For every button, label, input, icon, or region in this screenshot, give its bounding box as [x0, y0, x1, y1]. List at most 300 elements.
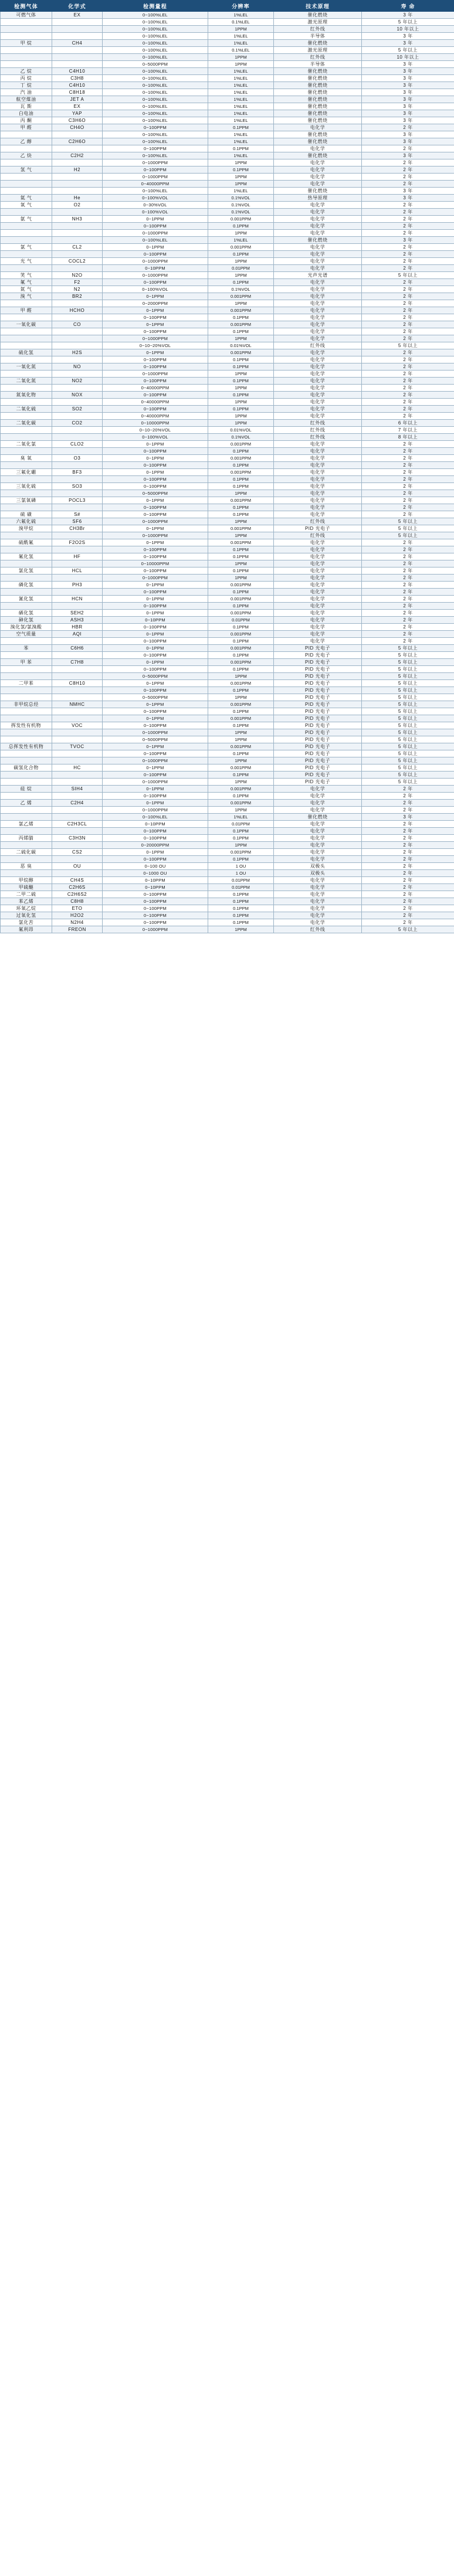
- table-body: [1, 12, 454, 933]
- cell-resolution: 0.001PPM: [208, 349, 274, 356]
- cell-gas-name: 硫酰氟: [1, 539, 52, 546]
- table-row: [1, 582, 454, 589]
- cell-gas-name: 非甲烷总烃: [1, 701, 52, 708]
- cell-technology: 双极头: [274, 863, 362, 870]
- table-row: [1, 202, 454, 209]
- cell-resolution: 0.001PPM: [208, 743, 274, 750]
- cell-resolution: 1PPM: [208, 61, 274, 68]
- cell-gas-name: 恶 臭: [1, 863, 52, 870]
- cell-technology: 电化学: [274, 469, 362, 476]
- cell-chemical-formula: [52, 575, 103, 582]
- table-row: [1, 413, 454, 420]
- cell-chemical-formula: [52, 131, 103, 138]
- cell-technology: 电化学: [274, 842, 362, 849]
- cell-detection-range: 0~1PPM: [103, 800, 208, 807]
- cell-resolution: 0.1PPM: [208, 314, 274, 321]
- cell-technology: 红外线: [274, 926, 362, 933]
- cell-lifetime: 2 年: [362, 877, 454, 884]
- table-row: [1, 103, 454, 110]
- cell-gas-name: [1, 694, 52, 701]
- table-row: [1, 363, 454, 371]
- cell-technology: 电化学: [274, 511, 362, 518]
- cell-detection-range: 0~5000PPM: [103, 61, 208, 68]
- cell-chemical-formula: [52, 385, 103, 392]
- cell-resolution: 1%LEL: [208, 138, 274, 145]
- cell-chemical-formula: C3H8: [52, 75, 103, 82]
- cell-gas-name: 磷化氢: [1, 582, 52, 589]
- cell-lifetime: 5 年以上: [362, 19, 454, 26]
- cell-detection-range: 0~100PPM: [103, 772, 208, 779]
- cell-gas-name: [1, 145, 52, 152]
- cell-detection-range: 0~1PPM: [103, 307, 208, 314]
- cell-technology: 电化学: [274, 490, 362, 497]
- cell-detection-range: 0~100%LEL: [103, 89, 208, 96]
- table-row: [1, 828, 454, 835]
- cell-technology: 电化学: [274, 251, 362, 258]
- cell-gas-name: 二氧化氯: [1, 441, 52, 448]
- cell-gas-name: 总挥发性有机物: [1, 743, 52, 750]
- cell-lifetime: 2 年: [362, 392, 454, 399]
- cell-detection-range: 0~5000PPM: [103, 673, 208, 680]
- cell-detection-range: 0~100%LEL: [103, 188, 208, 195]
- cell-resolution: 0.1PPM: [208, 793, 274, 800]
- cell-gas-name: 氢 气: [1, 166, 52, 174]
- table-row: [1, 124, 454, 131]
- cell-technology: 电化学: [274, 553, 362, 560]
- cell-technology: 电化学: [274, 786, 362, 793]
- cell-lifetime: 2 年: [362, 314, 454, 321]
- cell-resolution: 1PPM: [208, 757, 274, 764]
- cell-gas-name: [1, 448, 52, 455]
- cell-resolution: 0.001PPM: [208, 497, 274, 504]
- cell-technology: 电化学: [274, 300, 362, 307]
- cell-lifetime: 2 年: [362, 307, 454, 314]
- cell-gas-name: [1, 779, 52, 786]
- table-row: [1, 652, 454, 659]
- cell-gas-name: [1, 413, 52, 420]
- cell-detection-range: 0~100PPM: [103, 476, 208, 483]
- cell-lifetime: 2 年: [362, 560, 454, 567]
- cell-lifetime: 2 年: [362, 244, 454, 251]
- cell-resolution: 0.1PPM: [208, 251, 274, 258]
- table-row: [1, 701, 454, 708]
- cell-detection-range: 0~100PPM: [103, 708, 208, 715]
- cell-chemical-formula: BR2: [52, 293, 103, 300]
- cell-detection-range: 0~1000PPM: [103, 729, 208, 736]
- cell-detection-range: 0~100%VOL: [103, 209, 208, 216]
- cell-technology: 电化学: [274, 504, 362, 511]
- cell-technology: 电化学: [274, 307, 362, 314]
- cell-detection-range: 0~100PPM: [103, 687, 208, 694]
- cell-gas-name: [1, 385, 52, 392]
- cell-detection-range: 0~20000PPM: [103, 842, 208, 849]
- cell-detection-range: 0~100%LEL: [103, 82, 208, 89]
- cell-chemical-formula: CS2: [52, 849, 103, 856]
- cell-gas-name: 氨 气: [1, 216, 52, 223]
- cell-chemical-formula: VOC: [52, 722, 103, 729]
- cell-resolution: 0.1PPM: [208, 356, 274, 363]
- cell-detection-range: 0~1PPM: [103, 321, 208, 328]
- cell-technology: 电化学: [274, 145, 362, 152]
- cell-resolution: 0.1PPM: [208, 750, 274, 757]
- cell-detection-range: 0~1000PPM: [103, 258, 208, 265]
- cell-lifetime: 2 年: [362, 828, 454, 835]
- cell-technology: PID 光电子: [274, 772, 362, 779]
- cell-chemical-formula: [52, 666, 103, 673]
- cell-chemical-formula: BF3: [52, 469, 103, 476]
- cell-technology: 电化学: [274, 279, 362, 286]
- cell-gas-name: 二硫化碳: [1, 849, 52, 856]
- cell-gas-name: 白电油: [1, 110, 52, 117]
- cell-lifetime: 2 年: [362, 842, 454, 849]
- cell-resolution: 1PPM: [208, 807, 274, 814]
- table-row: [1, 342, 454, 349]
- cell-gas-name: 溴甲烷: [1, 525, 52, 532]
- cell-detection-range: 0~100PPM: [103, 793, 208, 800]
- cell-resolution: 1PPM: [208, 842, 274, 849]
- header-technology: 技术原理: [274, 1, 362, 12]
- table-row: [1, 138, 454, 145]
- table-row: [1, 856, 454, 863]
- table-row: [1, 842, 454, 849]
- cell-detection-range: 0~100PPM: [103, 750, 208, 757]
- cell-chemical-formula: CH4S: [52, 877, 103, 884]
- cell-technology: 电化学: [274, 560, 362, 567]
- cell-gas-name: 氯化氢: [1, 567, 52, 575]
- cell-resolution: 0.01PPM: [208, 884, 274, 891]
- cell-resolution: 0.1PPM: [208, 567, 274, 575]
- cell-lifetime: 5 年以上: [362, 272, 454, 279]
- cell-resolution: 0.1PPM: [208, 553, 274, 560]
- cell-detection-range: 0~100PPM: [103, 898, 208, 905]
- cell-resolution: 1%LEL: [208, 40, 274, 47]
- cell-lifetime: 3 年: [362, 138, 454, 145]
- cell-lifetime: 2 年: [362, 863, 454, 870]
- cell-detection-range: 0~10PPM: [103, 617, 208, 624]
- table-row: [1, 314, 454, 321]
- cell-resolution: 1 OU: [208, 870, 274, 877]
- cell-detection-range: 0~1000 OU: [103, 870, 208, 877]
- cell-detection-range: 0~10PPM: [103, 877, 208, 884]
- cell-technology: 电化学: [274, 596, 362, 603]
- cell-detection-range: 0~1000PPM: [103, 575, 208, 582]
- table-row: [1, 427, 454, 434]
- table-row: [1, 321, 454, 328]
- cell-resolution: 0.1PPM: [208, 603, 274, 610]
- cell-lifetime: 2 年: [362, 363, 454, 371]
- table-row: [1, 553, 454, 560]
- cell-gas-name: [1, 715, 52, 722]
- cell-resolution: 0.1PPM: [208, 328, 274, 335]
- cell-technology: 激光原理: [274, 19, 362, 26]
- cell-resolution: 1%LEL: [208, 89, 274, 96]
- cell-gas-name: 氯乙烯: [1, 821, 52, 828]
- cell-lifetime: 2 年: [362, 800, 454, 807]
- cell-chemical-formula: TVOC: [52, 743, 103, 750]
- cell-gas-name: [1, 335, 52, 342]
- cell-technology: 电化学: [274, 877, 362, 884]
- cell-gas-name: 氮 气: [1, 286, 52, 293]
- cell-resolution: 0.01PPM: [208, 265, 274, 272]
- cell-detection-range: 0~1000PPM: [103, 532, 208, 539]
- cell-technology: PID 光电子: [274, 722, 362, 729]
- table-row: [1, 356, 454, 363]
- cell-chemical-formula: SF6: [52, 518, 103, 525]
- cell-resolution: 0.1%LEL: [208, 19, 274, 26]
- cell-resolution: 0.1%VOL: [208, 195, 274, 202]
- table-row: [1, 300, 454, 307]
- cell-lifetime: 2 年: [362, 849, 454, 856]
- cell-detection-range: 0~100%LEL: [103, 12, 208, 19]
- cell-resolution: 0.001PPM: [208, 786, 274, 793]
- cell-detection-range: 0~100%LEL: [103, 33, 208, 40]
- cell-technology: 电化学: [274, 497, 362, 504]
- cell-chemical-formula: AQI: [52, 631, 103, 638]
- cell-gas-name: 三氯氧磷: [1, 497, 52, 504]
- cell-technology: 电化学: [274, 356, 362, 363]
- table-row: [1, 821, 454, 828]
- cell-lifetime: 5 年以上: [362, 701, 454, 708]
- table-row: [1, 244, 454, 251]
- table-row: [1, 793, 454, 800]
- cell-technology: 电化学: [274, 223, 362, 230]
- cell-resolution: 1PPM: [208, 413, 274, 420]
- cell-gas-name: 可燃气体: [1, 12, 52, 19]
- cell-detection-range: 0~100PPM: [103, 912, 208, 919]
- table-row: [1, 863, 454, 870]
- cell-gas-name: 乙 烯: [1, 800, 52, 807]
- cell-chemical-formula: YAP: [52, 110, 103, 117]
- cell-gas-name: 甲 苯: [1, 659, 52, 666]
- cell-lifetime: 2 年: [362, 546, 454, 553]
- cell-detection-range: 0~1000PPM: [103, 757, 208, 764]
- table-row: [1, 47, 454, 54]
- cell-resolution: 0.1PPM: [208, 898, 274, 905]
- table-row: [1, 631, 454, 638]
- cell-chemical-formula: [52, 504, 103, 511]
- cell-resolution: 1%LEL: [208, 82, 274, 89]
- cell-chemical-formula: CO: [52, 321, 103, 328]
- cell-technology: PID 光电子: [274, 750, 362, 757]
- cell-lifetime: 2 年: [362, 793, 454, 800]
- table-row: [1, 757, 454, 764]
- cell-detection-range: 0~100PPM: [103, 856, 208, 863]
- cell-lifetime: 2 年: [362, 631, 454, 638]
- cell-technology: 双极头: [274, 870, 362, 877]
- cell-gas-name: 笑 气: [1, 272, 52, 279]
- cell-lifetime: 3 年: [362, 75, 454, 82]
- cell-lifetime: 5 年以上: [362, 666, 454, 673]
- cell-lifetime: 2 年: [362, 511, 454, 518]
- table-row: [1, 455, 454, 462]
- cell-resolution: 1%LEL: [208, 131, 274, 138]
- cell-gas-name: 砷化氢: [1, 617, 52, 624]
- cell-detection-range: 0~1PPM: [103, 645, 208, 652]
- cell-lifetime: 5 年以上: [362, 729, 454, 736]
- table-row: [1, 603, 454, 610]
- table-row: [1, 40, 454, 47]
- cell-resolution: 1%LEL: [208, 152, 274, 159]
- cell-technology: 催化燃烧: [274, 12, 362, 19]
- cell-detection-range: 0~10~20%VOL: [103, 427, 208, 434]
- cell-technology: 电化学: [274, 546, 362, 553]
- cell-technology: 电化学: [274, 399, 362, 406]
- cell-detection-range: 0~40000PPM: [103, 413, 208, 420]
- cell-detection-range: 0~1PPM: [103, 469, 208, 476]
- cell-lifetime: 2 年: [362, 807, 454, 814]
- cell-lifetime: 2 年: [362, 145, 454, 152]
- cell-gas-name: [1, 856, 52, 863]
- cell-chemical-formula: [52, 265, 103, 272]
- cell-gas-name: [1, 736, 52, 743]
- cell-chemical-formula: HC: [52, 764, 103, 772]
- cell-lifetime: 3 年: [362, 96, 454, 103]
- cell-resolution: 1PPM: [208, 54, 274, 61]
- cell-chemical-formula: [52, 779, 103, 786]
- cell-lifetime: 5 年以上: [362, 779, 454, 786]
- cell-technology: PID 光电子: [274, 736, 362, 743]
- cell-chemical-formula: [52, 828, 103, 835]
- cell-resolution: 0.1PPM: [208, 223, 274, 230]
- cell-lifetime: 2 年: [362, 504, 454, 511]
- table-row: [1, 209, 454, 216]
- cell-technology: 电化学: [274, 314, 362, 321]
- table-row: [1, 764, 454, 772]
- cell-detection-range: 0~10PPM: [103, 265, 208, 272]
- cell-technology: 电化学: [274, 230, 362, 237]
- cell-detection-range: 0~100PPM: [103, 462, 208, 469]
- table-row: [1, 511, 454, 518]
- gas-detection-spec-sheet: [0, 0, 454, 933]
- cell-lifetime: 2 年: [362, 335, 454, 342]
- cell-resolution: 1%LEL: [208, 188, 274, 195]
- table-row: [1, 645, 454, 652]
- cell-lifetime: 2 年: [362, 870, 454, 877]
- cell-detection-range: 0~10PPM: [103, 884, 208, 891]
- cell-technology: 红外线: [274, 518, 362, 525]
- cell-chemical-formula: H2O2: [52, 912, 103, 919]
- cell-resolution: 0.1PPM: [208, 919, 274, 926]
- cell-chemical-formula: [52, 26, 103, 33]
- table-row: [1, 539, 454, 546]
- cell-detection-range: 0~100%VOL: [103, 434, 208, 441]
- cell-resolution: 1PPM: [208, 779, 274, 786]
- cell-gas-name: [1, 251, 52, 258]
- cell-lifetime: 5 年以上: [362, 659, 454, 666]
- cell-technology: 催化燃烧: [274, 814, 362, 821]
- cell-technology: 催化燃烧: [274, 131, 362, 138]
- cell-resolution: 0.001PPM: [208, 539, 274, 546]
- table-row: [1, 33, 454, 40]
- cell-lifetime: 2 年: [362, 575, 454, 582]
- cell-detection-range: 0~100%LEL: [103, 110, 208, 117]
- cell-detection-range: 0~100PPM: [103, 567, 208, 575]
- cell-resolution: 1PPM: [208, 518, 274, 525]
- cell-chemical-formula: [52, 434, 103, 441]
- table-row: [1, 441, 454, 448]
- cell-gas-name: 氟利昂: [1, 926, 52, 933]
- cell-gas-name: 汽 油: [1, 89, 52, 96]
- table-row: [1, 687, 454, 694]
- table-row: [1, 117, 454, 124]
- cell-detection-range: 0~100PPM: [103, 511, 208, 518]
- cell-detection-range: 0~1000PPM: [103, 518, 208, 525]
- cell-chemical-formula: EX: [52, 12, 103, 19]
- cell-lifetime: 2 年: [362, 265, 454, 272]
- cell-technology: 催化燃烧: [274, 237, 362, 244]
- cell-resolution: 0.1%VOL: [208, 286, 274, 293]
- cell-gas-name: [1, 772, 52, 779]
- cell-chemical-formula: NO2: [52, 378, 103, 385]
- cell-technology: 激光原理: [274, 47, 362, 54]
- cell-technology: 光声光谱: [274, 272, 362, 279]
- cell-technology: 电化学: [274, 617, 362, 624]
- cell-gas-name: [1, 300, 52, 307]
- cell-technology: PID 光电子: [274, 652, 362, 659]
- cell-gas-name: [1, 434, 52, 441]
- cell-resolution: 0.1PPM: [208, 912, 274, 919]
- table-row: [1, 131, 454, 138]
- table-row: [1, 722, 454, 729]
- cell-chemical-formula: [52, 427, 103, 434]
- cell-resolution: 0.001PPM: [208, 469, 274, 476]
- cell-resolution: 0.1PPM: [208, 279, 274, 286]
- table-header: [1, 1, 454, 12]
- cell-chemical-formula: [52, 652, 103, 659]
- table-row: [1, 378, 454, 385]
- table-row: [1, 399, 454, 406]
- cell-chemical-formula: [52, 638, 103, 645]
- cell-gas-name: 溴 气: [1, 293, 52, 300]
- cell-chemical-formula: [52, 174, 103, 181]
- cell-chemical-formula: SO3: [52, 483, 103, 490]
- cell-lifetime: 3 年: [362, 40, 454, 47]
- cell-chemical-formula: [52, 708, 103, 715]
- cell-chemical-formula: NOX: [52, 392, 103, 399]
- cell-chemical-formula: SIH4: [52, 786, 103, 793]
- cell-detection-range: 0~1000PPM: [103, 230, 208, 237]
- cell-gas-name: 硅 烷: [1, 786, 52, 793]
- cell-technology: 电化学: [274, 413, 362, 420]
- cell-chemical-formula: NO: [52, 363, 103, 371]
- cell-detection-range: 0~1PPM: [103, 441, 208, 448]
- cell-resolution: 1%LEL: [208, 75, 274, 82]
- cell-chemical-formula: [52, 335, 103, 342]
- cell-lifetime: 5 年以上: [362, 764, 454, 772]
- cell-gas-name: 臭 氧: [1, 455, 52, 462]
- cell-resolution: 0.001PPM: [208, 244, 274, 251]
- cell-gas-name: [1, 560, 52, 567]
- cell-lifetime: 5 年以上: [362, 645, 454, 652]
- cell-lifetime: 3 年: [362, 110, 454, 117]
- cell-detection-range: 0~100%LEL: [103, 237, 208, 244]
- table-row: [1, 462, 454, 469]
- cell-technology: 电化学: [274, 849, 362, 856]
- cell-chemical-formula: C8H10: [52, 680, 103, 687]
- cell-gas-name: 氰化氢: [1, 596, 52, 603]
- table-row: [1, 188, 454, 195]
- cell-gas-name: [1, 793, 52, 800]
- cell-technology: 电化学: [274, 244, 362, 251]
- cell-chemical-formula: C8H18: [52, 89, 103, 96]
- cell-lifetime: 3 年: [362, 152, 454, 159]
- cell-lifetime: 2 年: [362, 321, 454, 328]
- cell-gas-name: 氯化苦: [1, 919, 52, 926]
- cell-lifetime: 2 年: [362, 596, 454, 603]
- cell-technology: 红外线: [274, 342, 362, 349]
- cell-chemical-formula: [52, 371, 103, 378]
- cell-resolution: 0.001PPM: [208, 321, 274, 328]
